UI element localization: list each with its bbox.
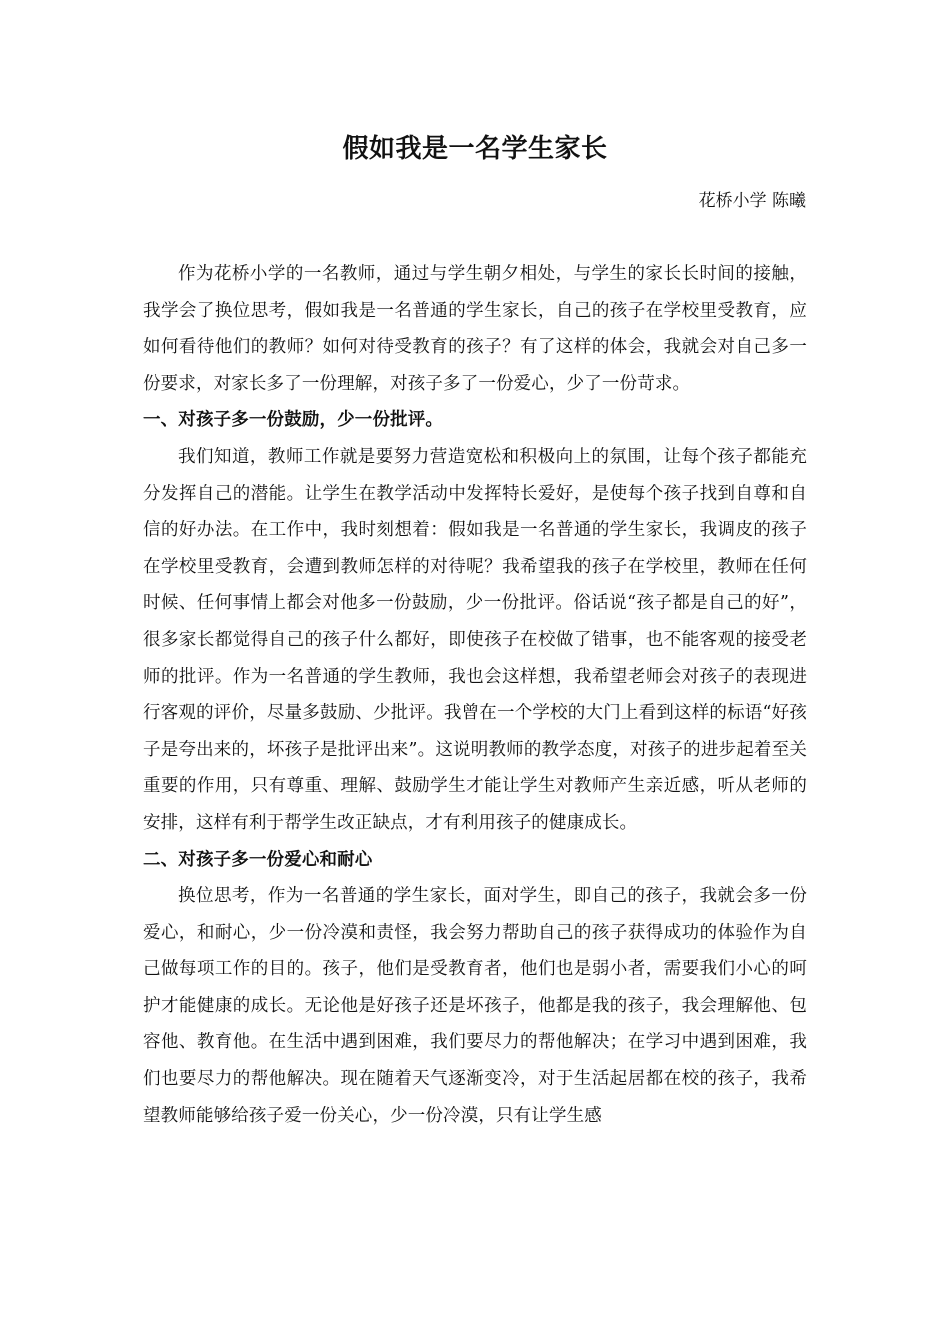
document-body xyxy=(143,256,807,1134)
author-line: 花桥小学 陈曦 xyxy=(698,191,806,211)
section-heading-1: 一、对孩子多一份鼓励，少一份批评。 xyxy=(143,410,444,431)
section-paragraph-1: 我们知道，教师工作就是要努力营造宽松和积极向上的氛围，让每个孩子都能充分发挥自己的潜能。让学生在教学活动中发挥特长爱好，是使每个孩子找到自尊和自信的好办法。在工作中，我时刻想着：假如我是一名普通的学生家长，我调皮的孩子在学校里受教育，会遭到教师怎样的对待呢？我希望我的孩子在学校里，教师在任何时候、任何事情上都会对他多一份鼓励，少一份批评。俗话说“孩子都是自己的好”，很多家长都觉得自己的孩子什么都好，即使孩子在校做了错事，也不能客观的接受老师的批评。作为一名普通的学生教师，我也会这样想，我希望老师会对孩子的表现进行客观的评价，尽量多鼓励、少批评。我曾在一个学校的大门上看到这样的标语“好孩子是夸出来的，坏孩子是批评出来”。这说明教师的教学态度，对孩子的进步起着至关重要的作用，只有尊重、理解、鼓励学生才能让学生对教师产生亲近感，听从老师的安排，这样有利于帮学生改正缺点，才有利用孩子的健康成长。 xyxy=(143,446,807,833)
intro-paragraph: 作为花桥小学的一名教师，通过与学生朝夕相处，与学生的家长长时间的接触，我学会了换位思考，假如我是一名普通的学生家长，自己的孩子在学校里受教育，应如何看待他们的教师？如何对待受教育的孩子？有了这样的体会，我就会对自己多一份要求，对家长多了一份理解，对孩子多了一份爱心，少了一份苛求。 xyxy=(143,264,807,394)
section-heading-2: 二、对孩子多一份爱心和耐心 xyxy=(143,849,373,870)
section-paragraph-2: 换位思考，作为一名普通的学生家长，面对学生，即自己的孩子，我就会多一份爱心，和耐心，少一份冷漠和责怪，我会努力帮助自己的孩子获得成功的体验作为自己做每项工作的目的。孩子，他们是受教育者，他们也是弱小者，需要我们小心的呵护才能健康的成长。无论他是好孩子还是坏孩子，他都是我的孩子，我会理解他、包容他、教育他。在生活中遇到困难，我们要尽力的帮他解决；在学习中遇到困难，我们也要尽力的帮他解决。现在随着天气逐渐变冷，对于生活起居都在校的孩子，我希望教师能够给孩子爱一份关心，少一份冷漠，只有让学生感 xyxy=(143,886,807,1126)
document-title: 假如我是一名学生家长 xyxy=(342,134,608,164)
